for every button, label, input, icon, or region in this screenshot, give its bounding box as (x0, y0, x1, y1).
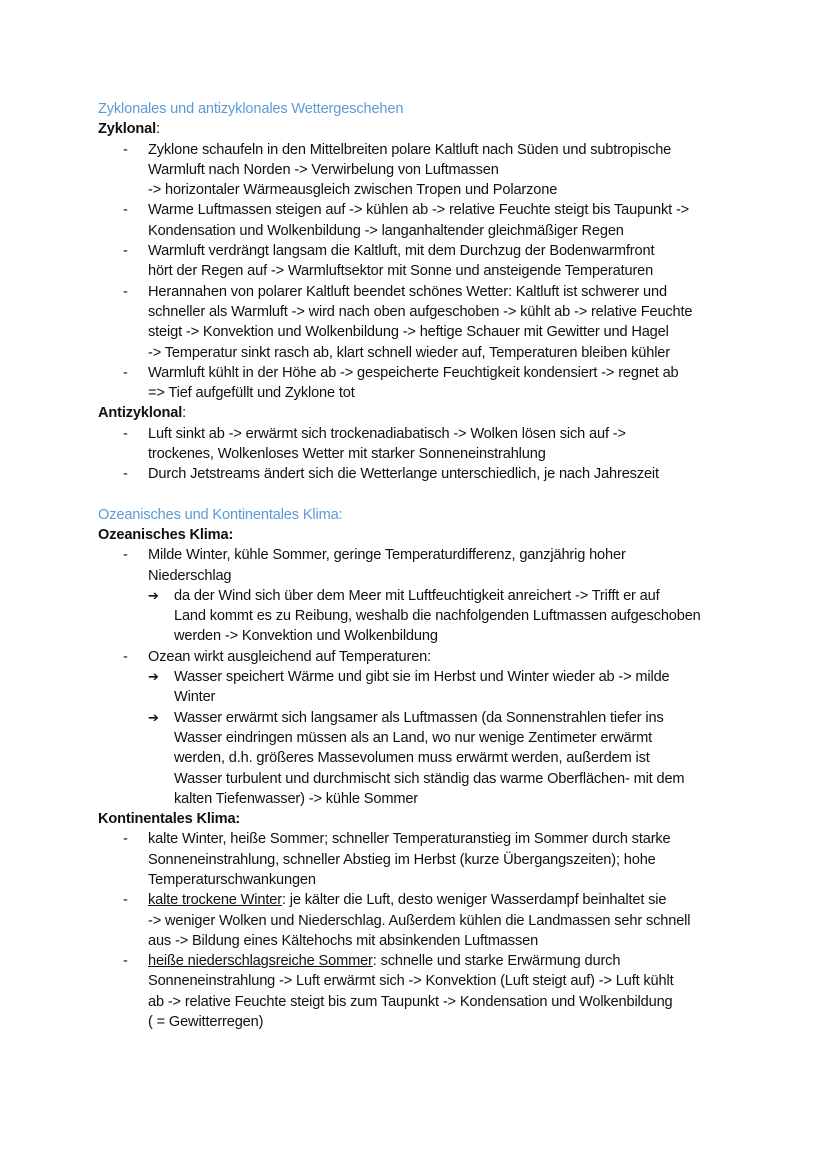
section-heading-klima: Ozeanisches und Kontinentales Klima: (98, 506, 343, 523)
text-fragment: : je kälter die Luft, desto weniger Wasserdampf beinhaltet sie (281, 892, 667, 909)
subheading-kontinental: Kontinentales Klima: (98, 811, 241, 828)
text-line: Zyklone schaufeln in den Mittelbreiten polare Kaltluft nach Süden und subtropische (148, 141, 672, 158)
subheading-zyklonal (98, 119, 758, 139)
dash-marker: - (123, 283, 128, 300)
text-line: Wasser eindringen müssen als an Land, wo nur wenige Zentimeter erwärmt (174, 729, 653, 746)
document-page (98, 99, 758, 1032)
dash-marker: - (123, 466, 128, 483)
subheading-label: Zyklonal (98, 121, 157, 138)
list-item (98, 424, 758, 465)
dash-marker: - (123, 364, 128, 381)
dash-marker: - (123, 243, 128, 260)
subheading-label: Antizyklonal (98, 405, 183, 422)
kontinental-list (98, 829, 758, 1032)
list-item (98, 890, 758, 951)
text-line: Durch Jetstreams ändert sich die Wetterlange unterschiedlich, je nach Jahreszeit (148, 466, 659, 483)
text-fragment: : schnelle und starke Erwärmung durch (372, 953, 621, 970)
text-line: werden -> Konvektion und Wolkenbildung (174, 628, 438, 645)
dash-marker: - (123, 425, 128, 442)
text-line: werden, d.h. größeres Massevolumen muss erwärmt werden, außerdem ist (174, 750, 650, 767)
list-item (98, 545, 758, 646)
arrow-sublist (148, 586, 758, 647)
text-line: Warmluft nach Norden -> Verwirbelung von Luftmassen (148, 161, 499, 178)
ozeanisch-list (98, 545, 758, 809)
arrow-item (148, 667, 758, 708)
arrow-right-icon: ➔ (148, 669, 159, 685)
antizyklonal-list (98, 424, 758, 485)
text-line (148, 951, 758, 971)
dash-marker: - (123, 547, 128, 564)
text-line: ( = Gewitterregen) (148, 1014, 264, 1031)
text-line: Milde Winter, kühle Sommer, geringe Temperaturdifferenz, ganzjährig hoher (148, 547, 626, 564)
text-line: Herannahen von polarer Kaltluft beendet schönes Wetter: Kaltluft ist schwerer und (148, 283, 667, 300)
text-line: Niederschlag (148, 567, 232, 584)
section-heading-wettergeschehen: Zyklonales und antizyklonales Wettergeschehen (98, 101, 404, 117)
text-line: Warmluft kühlt in der Höhe ab -> gespeicherte Feuchtigkeit kondensiert -> regnet ab (148, 364, 679, 381)
subheading-antizyklonal (98, 403, 758, 423)
arrow-right-icon: ➔ (148, 709, 159, 725)
text-line: hört der Regen auf -> Warmluftsektor mit Sonne und ansteigende Temperaturen (148, 263, 654, 280)
text-line: Luft sinkt ab -> erwärmt sich trockenadiabatisch -> Wolken lösen sich auf -> (148, 425, 626, 442)
list-item (98, 200, 758, 241)
text-line: -> Temperatur sinkt rasch ab, klart schnell wieder auf, Temperaturen bleiben kühler (148, 344, 670, 361)
text-line: Wasser speichert Wärme und gibt sie im Herbst und Winter wieder ab -> milde (174, 669, 670, 686)
list-item (98, 241, 758, 282)
dash-marker: - (123, 953, 128, 970)
list-item (98, 647, 758, 809)
text-line: steigt -> Konvektion und Wolkenbildung -> heftige Schauer mit Gewitter und Hagel (148, 324, 669, 341)
underlined-term: heiße niederschlagsreiche Sommer (148, 953, 373, 970)
zyklonal-list (98, 140, 758, 404)
text-line: -> horizontaler Wärmeausgleich zwischen Tropen und Polarzone (148, 182, 558, 199)
text-line: Wasser turbulent und durchmischt sich ständig das warme Oberflächen- mit dem (174, 770, 685, 787)
text-line: ab -> relative Feuchte steigt bis zum Taupunkt -> Kondensation und Wolkenbildung (148, 993, 673, 1010)
list-item (98, 363, 758, 404)
spacer (98, 485, 758, 505)
list-item (98, 951, 758, 1032)
text-line: => Tief aufgefüllt und Zyklone tot (148, 385, 355, 402)
dash-marker: - (123, 141, 128, 158)
text-line: kalten Tiefenwasser) -> kühle Sommer (174, 790, 419, 807)
list-item (98, 829, 758, 890)
list-item (98, 464, 758, 484)
text-line: Warme Luftmassen steigen auf -> kühlen ab -> relative Feuchte steigt bis Taupunkt -> (148, 202, 690, 219)
text-line: Kondensation und Wolkenbildung -> langanhaltender gleichmäßiger Regen (148, 222, 624, 239)
dash-marker: - (123, 202, 128, 219)
text-line (148, 890, 758, 910)
text-line: aus -> Bildung eines Kältehochs mit absinkenden Luftmassen (148, 932, 539, 949)
text-line: Sonneneinstrahlung, schneller Abstieg im Herbst (kurze Übergangszeiten); hohe (148, 851, 656, 868)
dash-marker: - (123, 892, 128, 909)
text-line: Temperaturschwankungen (148, 871, 316, 888)
text-line: kalte Winter, heiße Sommer; schneller Temperaturanstieg im Sommer durch starke (148, 831, 671, 848)
colon: : (156, 121, 160, 138)
underlined-term: kalte trockene Winter (148, 892, 282, 909)
arrow-sublist (148, 667, 758, 809)
text-line: trockenes, Wolkenloses Wetter mit starker Sonneneinstrahlung (148, 446, 546, 463)
list-item (98, 140, 758, 201)
text-line: schneller als Warmluft -> wird nach oben aufgeschoben -> kühlt ab -> relative Feuchte (148, 303, 693, 320)
text-line: -> weniger Wolken und Niederschlag. Außerdem kühlen die Landmassen sehr schnell (148, 912, 691, 929)
text-line: Warmluft verdrängt langsam die Kaltluft, mit dem Durchzug der Bodenwarmfront (148, 243, 655, 260)
subheading-ozeanisch: Ozeanisches Klima: (98, 526, 234, 543)
text-line: da der Wind sich über dem Meer mit Luftfeuchtigkeit anreichert -> Trifft er auf (174, 587, 660, 604)
arrow-item (148, 708, 758, 809)
dash-marker: - (123, 648, 128, 665)
text-line: Winter (174, 689, 216, 706)
text-line: Land kommt es zu Reibung, weshalb die nachfolgenden Luftmassen aufgeschoben (174, 608, 701, 625)
text-line: Ozean wirkt ausgleichend auf Temperaturen: (148, 648, 432, 665)
arrow-right-icon: ➔ (148, 587, 159, 603)
colon: : (182, 405, 187, 422)
list-item (98, 282, 758, 363)
text-line: Wasser erwärmt sich langsamer als Luftmassen (da Sonnenstrahlen tiefer ins (174, 709, 664, 726)
text-line: Sonneneinstrahlung -> Luft erwärmt sich -> Konvektion (Luft steigt auf) -> Luft kühlt (148, 973, 674, 990)
arrow-item (148, 586, 758, 647)
dash-marker: - (123, 831, 128, 848)
